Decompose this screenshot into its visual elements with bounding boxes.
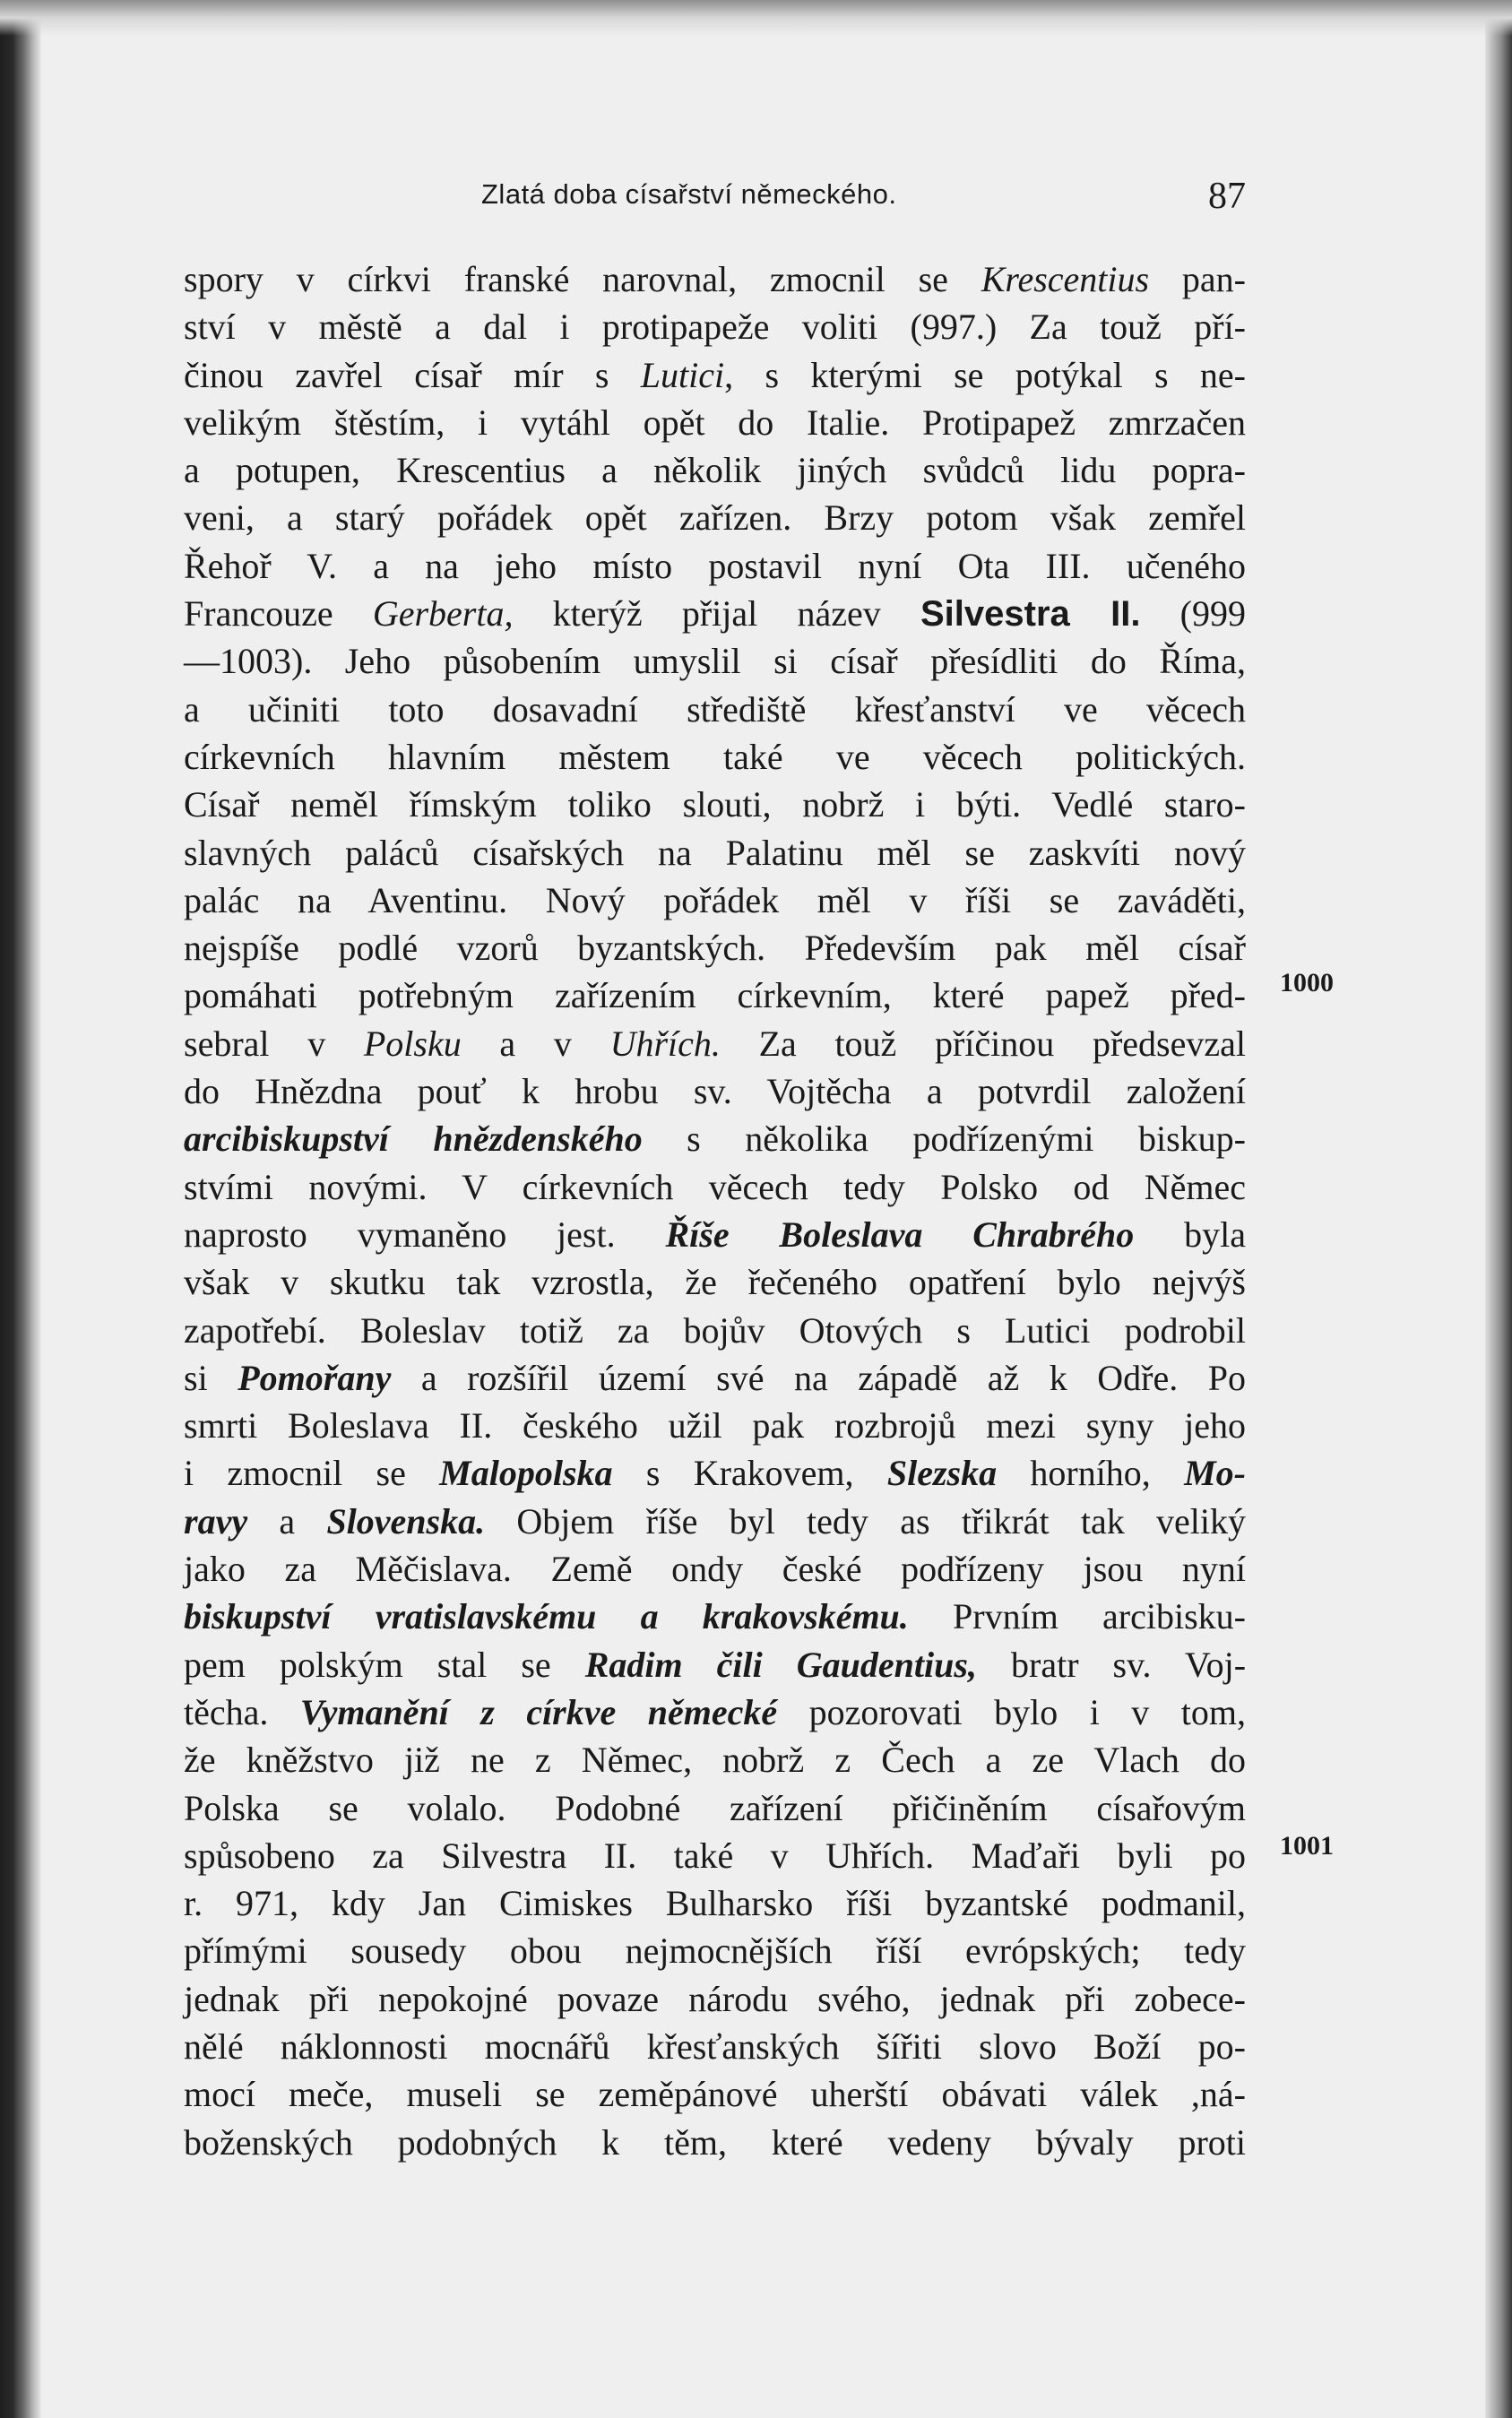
text-segment: palác na Aventinu. Nový pořádek měl v říši se zaváděti, <box>184 879 1246 920</box>
text-line <box>184 1688 1246 1736</box>
text-line <box>184 1736 1246 1783</box>
page-top-shadow <box>0 0 1512 36</box>
text-segment: přímými sousedy obou nejmocnějších říší evrópských; tedy <box>184 1930 1246 1972</box>
emphasized-text: Slezska <box>886 1453 998 1494</box>
emphasized-text: Radim čili Gaudentius, <box>584 1644 977 1685</box>
text-segment: církevních hlavním městem také ve věcech politických. <box>184 736 1246 777</box>
text-segment: i zmocnil se <box>184 1453 440 1494</box>
text-segment: a potupen, Krescentius a několik jiných svůdců lidu popra- <box>184 450 1246 491</box>
text-segment: smrti Boleslava II. českého užil pak rozbrojů mezi syny jeho <box>184 1405 1246 1446</box>
text-line <box>184 1115 1246 1162</box>
text-segment: a učiniti toto dosavadní střediště křesťanství ve věcech <box>184 688 1246 730</box>
emphasized-text: Mo- <box>1184 1453 1246 1494</box>
text-segment: však v skutku tak vzrostla, že řečeného opatření bylo nejvýš <box>184 1262 1246 1303</box>
text-line <box>184 446 1246 494</box>
text-segment: s několika podřízenými biskup- <box>642 1118 1246 1160</box>
margin-year-note: 1001 <box>1280 1831 1334 1861</box>
text-line <box>184 255 1246 303</box>
emphasized-text: Uhřích. <box>609 1023 721 1064</box>
text-segment: a rozšířil území své na západě až k Odře. Po <box>391 1357 1247 1398</box>
text-segment: mocí meče, museli se zeměpánové uherští obávati válek ,ná- <box>184 2074 1246 2115</box>
text-segment: —1003). Jeho působením umyslil si císař přesídliti do Říma, <box>184 641 1246 682</box>
emphasized-text: arcibiskupství hnězdenského <box>184 1118 643 1160</box>
text-segment: stvími novými. V církevních věcech tedy Polsko od Němec <box>184 1166 1246 1207</box>
text-segment: pan- <box>1149 259 1246 299</box>
text-line <box>184 2070 1246 2118</box>
text-line <box>184 1449 1246 1497</box>
text-line <box>184 1163 1246 1211</box>
text-segment: byla <box>1134 1213 1247 1255</box>
text-line <box>184 590 1246 637</box>
text-segment: Polska se volalo. Podobné zařízení přičiněním císařovým <box>184 1787 1246 1828</box>
text-line <box>184 1258 1246 1306</box>
text-segment: Císař neměl římským toliko slouti, nobrž i býti. Vedlé staro- <box>184 784 1246 825</box>
text-segment: s Krakovem, <box>612 1453 887 1494</box>
text-segment: boženských podobných k těm, které vedeny bývaly proti <box>184 2121 1246 2163</box>
text-line <box>184 637 1246 685</box>
emphasized-text: biskupství vratislavskému a krakovskému. <box>184 1596 909 1637</box>
text-line <box>184 1975 1246 2023</box>
text-line <box>184 2023 1246 2070</box>
emphasized-text: Gerberta, <box>372 593 514 635</box>
text-segment: že kněžstvo již ne z Němec, nobrž z Čech a ze Vlach do <box>184 1740 1246 1781</box>
emphasized-text: Silvestra II. <box>920 594 1141 635</box>
body-text <box>184 255 1246 2166</box>
emphasized-text: Malopolska <box>439 1453 613 1494</box>
running-header <box>184 175 1246 225</box>
page-gutter-shadow <box>0 0 41 2418</box>
text-line <box>184 542 1246 590</box>
text-segment: si <box>184 1357 238 1398</box>
text-line <box>184 733 1246 781</box>
text-line <box>184 494 1246 541</box>
margin-year-note: 1000 <box>1280 968 1334 997</box>
text-segment: činou zavřel císař mír s <box>184 354 641 395</box>
text-segment: a v <box>461 1023 610 1064</box>
text-segment: těcha. <box>184 1691 300 1732</box>
text-segment: spory v církvi franské narovnal, zmocnil se <box>184 259 981 299</box>
text-line <box>184 1498 1246 1545</box>
text-segment: jednak při nepokojné povaze národu svého, jednak při zobece- <box>184 1978 1246 2019</box>
text-line <box>184 1211 1246 1258</box>
text-segment: pem polským stal se <box>184 1644 585 1685</box>
text-segment: sebral v <box>184 1023 364 1064</box>
text-line <box>184 2119 1246 2166</box>
text-segment: zapotřebí. Boleslav totiž za bojův Otových s Lutici podrobil <box>184 1309 1246 1351</box>
text-segment: kterýž přijal název <box>513 593 920 635</box>
text-segment: bratr sv. Voj- <box>976 1644 1247 1685</box>
text-segment: Za touž příčinou předsevzal <box>720 1023 1246 1064</box>
emphasized-text: Polsku <box>363 1023 462 1064</box>
text-segment: do Hnězdna pouť k hrobu sv. Vojtěcha a potvrdil založení <box>184 1071 1246 1112</box>
emphasized-text: Říše Boleslava Chrabrého <box>665 1213 1135 1255</box>
text-segment: (999 <box>1140 593 1246 635</box>
running-title: Zlatá doba císařství německého. <box>481 178 897 210</box>
page-number: 87 <box>1208 176 1246 217</box>
text-segment: Objem říše byl tedy as třikrát tak veliký <box>485 1500 1246 1541</box>
text-line <box>184 1879 1246 1927</box>
text-line <box>184 1067 1246 1115</box>
text-line <box>184 1354 1246 1402</box>
text-line <box>184 1784 1246 1832</box>
text-line <box>184 686 1246 733</box>
text-line <box>184 1927 1246 1974</box>
text-segment: nejspíše podlé vzorů byzantských. Především pak měl císař <box>184 928 1246 969</box>
text-segment: Prvním arcibisku- <box>908 1596 1246 1637</box>
text-segment: horního, <box>997 1453 1185 1494</box>
emphasized-text: Krescentius <box>981 259 1150 299</box>
text-line <box>184 1641 1246 1688</box>
text-line <box>184 924 1246 972</box>
text-line <box>184 1593 1246 1640</box>
text-segment: pomáhati potřebným zařízením církevním, které papež před- <box>184 975 1246 1016</box>
text-line <box>184 399 1246 446</box>
text-line <box>184 1402 1246 1449</box>
text-line <box>184 1020 1246 1067</box>
text-line <box>184 781 1246 828</box>
text-line <box>184 1545 1246 1593</box>
text-segment: jako za Měčislava. Země ondy české podřízeny jsou nyní <box>184 1549 1246 1590</box>
text-segment: Francouze <box>184 593 373 635</box>
emphasized-text: Pomořany <box>238 1357 392 1398</box>
text-segment: nělé náklonnosti mocnářů křesťanských šířiti slovo Boží po- <box>184 2025 1246 2067</box>
text-segment: naprosto vymaněno jest. <box>184 1213 666 1255</box>
text-line <box>184 972 1246 1019</box>
text-segment: velikým štěstím, i vytáhl opět do Italie. Protipapež zmrzačen <box>184 402 1246 443</box>
emphasized-text: Vymanění z církve německé <box>299 1691 778 1732</box>
text-segment: spůsobeno za Silvestra II. také v Uhřích. Maďaři byli po <box>184 1835 1246 1876</box>
text-segment: a <box>247 1500 327 1541</box>
page-edge-shadow <box>1485 0 1512 2418</box>
text-line <box>184 303 1246 350</box>
text-segment: Řehoř V. a na jeho místo postavil nyní Ota III. učeného <box>184 545 1246 586</box>
text-line <box>184 351 1246 399</box>
text-segment: slavných paláců císařských na Palatinu měl se zaskvíti nový <box>184 832 1246 873</box>
text-line <box>184 1307 1246 1354</box>
emphasized-text: ravy <box>184 1500 248 1541</box>
text-line <box>184 877 1246 924</box>
text-line <box>184 1832 1246 1879</box>
emphasized-text: Slovenska. <box>326 1500 486 1541</box>
text-segment: veni, a starý pořádek opět zařízen. Brzy potom však zemřel <box>184 497 1246 539</box>
emphasized-text: Lutici <box>640 354 725 395</box>
text-segment: pozorovati bylo i v tom, <box>777 1691 1246 1732</box>
text-segment: r. 971, kdy Jan Cimiskes Bulharsko říši byzantské podmanil, <box>184 1883 1246 1924</box>
text-segment: ství v městě a dal i protipapeže voliti (997.) Za touž pří- <box>184 307 1246 348</box>
text-line <box>184 829 1246 877</box>
text-segment: , s kterými se potýkal s ne- <box>724 354 1246 395</box>
